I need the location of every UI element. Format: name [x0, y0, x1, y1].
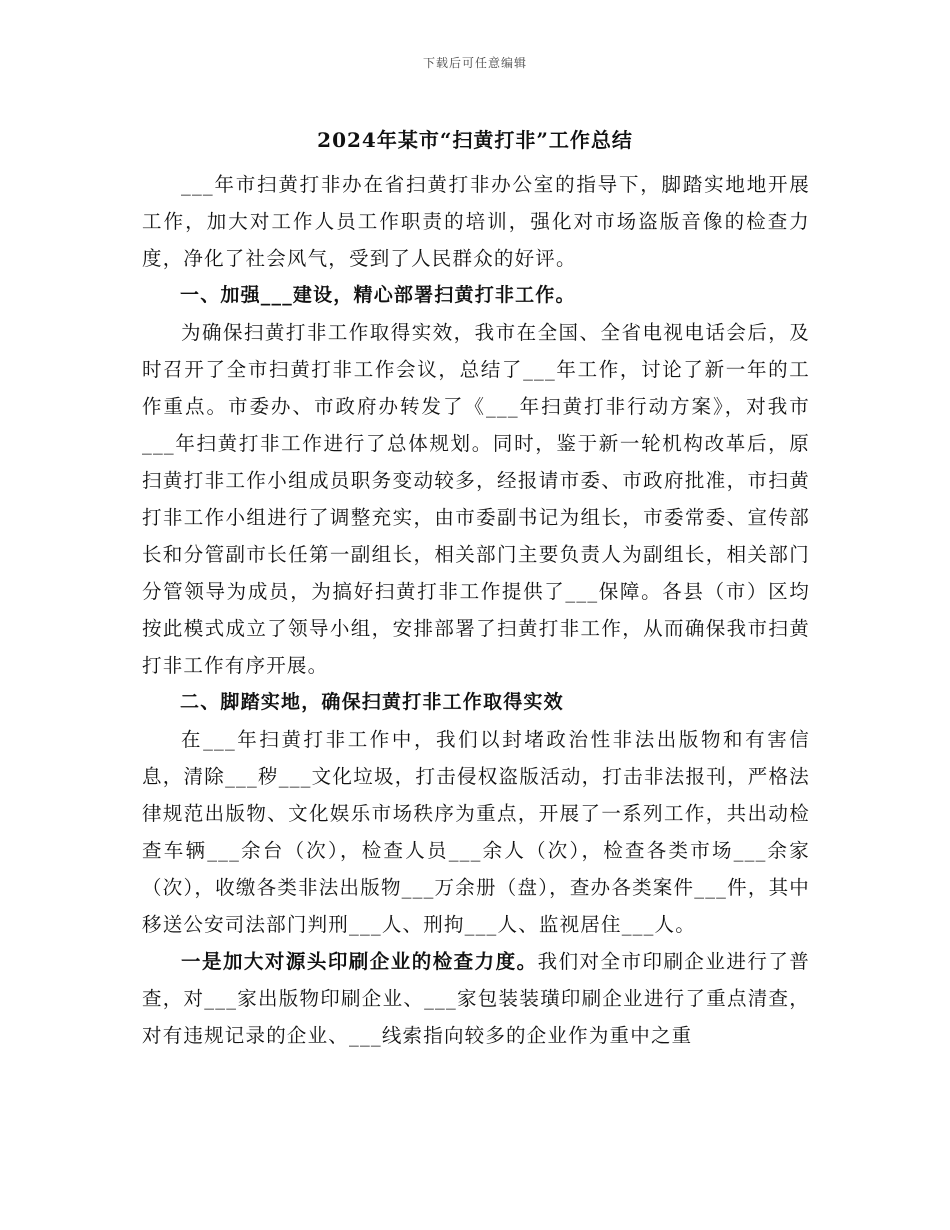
section-2-heading: 二、脚踏实地，确保扫黄打非工作取得实效	[180, 691, 564, 713]
point-1-paragraph	[142, 943, 810, 1054]
section-1-heading: 一、加强___建设，精心部署扫黄打非工作。	[180, 284, 576, 306]
intro-paragraph: ___年市扫黄打非办在省扫黄打非办公室的指导下，脚踏实地地开展工作，加大对工作人员工作职责的培训，强化对市场盗版音像的检查力度，净化了社会风气，受到了人民群众的好评。	[142, 173, 810, 270]
section-2-paragraph: 在___年扫黄打非工作中，我们以封堵政治性非法出版物和有害信息，清除___秽___文化垃圾，打击侵权盗版活动，打击非法报刊，严格法律规范出版物、文化娱乐市场秩序为重点，开展了一系列工作，共出动检查车辆___余台（次），检查人员___余人（次），检查各类市场___余家（次），收缴各类非法出版物___万余册（盘），查办各类案件___件，其中移送公安司法部门判刑___人、刑拘___人、监视居住___人。	[142, 728, 810, 936]
point-1-lead: 一是加大对源头印刷企业的检查力度。	[181, 950, 538, 973]
header-note: 下载后可任意编辑	[422, 56, 527, 70]
section-1-paragraph: 为确保扫黄打非工作取得实效，我市在全国、全省电视电话会后，及时召开了全市扫黄打非工作会议，总结了___年工作，讨论了新一年的工作重点。市委办、市政府办转发了《___年扫黄打非行动方案》，对我市___年扫黄打非工作进行了总体规划。同时，鉴于新一轮机构改革后，原扫黄打非工作小组成员职务变动较多，经报请市委、市政府批准，市扫黄打非工作小组进行了调整充实，由市委副书记为组长，市委常委、宣传部长和分管副市长任第一副组长，相关部门主要负责人为副组长，相关部门分管领导为成员，为搞好扫黄打非工作提供了___保障。各县（市）区均按此模式成立了领导小组，安排部署了扫黄打非工作，从而确保我市扫黄打非工作有序开展。	[142, 321, 810, 677]
document-body	[142, 166, 810, 1054]
document-title: 2024年某市“扫黄打非”工作总结	[317, 128, 633, 152]
point-1-text: 我们对全市印刷企业进行了普查，对___家出版物印刷企业、___家包装装璜印刷企业进行了重点清查，对有违规记录的企业、___线索指向较多的企业作为重中之重	[142, 950, 810, 1047]
